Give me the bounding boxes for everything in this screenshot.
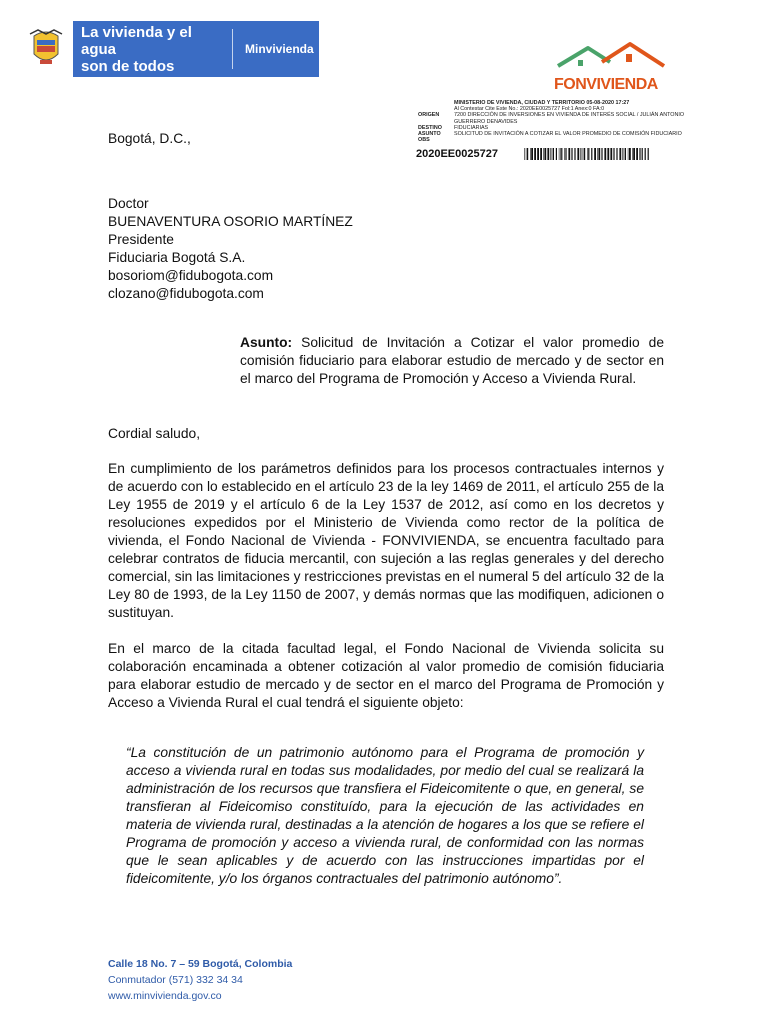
greeting: Cordial saludo, [108,426,201,441]
ministry-label: Minvivienda [245,42,314,56]
stamp-key: DESTINO [418,124,442,131]
government-banner [19,21,319,77]
banner-slogan-line1: La vivienda y el agua [81,23,192,58]
addressee-email: clozano@fidubogota.com [108,286,264,301]
city-date: Bogotá, D.C., [108,131,191,146]
colombia-coat-of-arms-icon [19,21,73,77]
footer-website-link[interactable]: www.minvivienda.gov.co [108,990,222,1002]
footer-phone: Conmutador (571) 332 34 34 [108,974,243,986]
addressee-email: bosoriom@fidubogota.com [108,268,274,283]
subject-label: Asunto: [240,335,293,350]
fonvivienda-logo-text: FONVIVIENDA [554,76,658,93]
banner-slogan-line2: son de todos [81,57,175,75]
quoted-object: “La constitución de un patrimonio autónomo para el Programa de promoción y acceso a vivienda rural en todas sus modalidades, por medio del cual se realizará la administración de los recursos que transfiera el Fideicomitente o que, en general, se transfieran al Fideicomiso constituído, para la ejecución de las actividades en materia de vivienda rural, destinadas a la atención de hogares a los que se refiere el Programa de promoción y acceso a vivienda rural, de conformidad con las normas que le sean aplicables y de acuerdo con las instrucciones impartidas por el fideicomitente, y/o los órganos contractuales del patrimonio autónomo”. [126,745,644,886]
stamp-value: FIDUCIARIAS [454,124,489,131]
paragraph-2: En el marco de la citada facultad legal, el Fondo Nacional de Vivienda solicita su colaboración encaminada a obtener cotización al valor promedio de comisión fiduciaria para elaborar estudio de mercado y de sector en el marco del Programa de Promoción y Acceso a Vivienda Rural el cual tendrá el siguiente objeto: [108,641,664,710]
addressee-company: Fiduciaria Bogotá S.A. [108,250,246,265]
banner-slogan [73,24,226,75]
addressee-position: Presidente [108,232,174,247]
stamp-value [454,137,688,143]
stamp-title: MINISTERIO DE VIVIENDA, CIUDAD Y TERRITORIO 05-08-2020 17:27 [454,100,630,106]
stamp-row [418,137,688,143]
subject-block [240,334,664,388]
stamp-key: ASUNTO [418,131,441,138]
stamp-key: ORIGEN [418,112,440,119]
stamp-reference: Al Contestar Cite Este No.: 2020EE0025727 Fol:1 Anex:0 FA:0 [454,106,605,113]
addressee-title: Doctor [108,196,149,211]
addressee-block [108,195,353,303]
radicado-stamp [418,100,688,143]
paragraph-1: En cumplimiento de los parámetros definidos para los procesos contractuales internos y de acuerdo con lo establecido en el artículo 23 de la ley 1469 de 2011, el artículo 255 de la Ley 1955 de 2019 y el artículo 6 de la Ley 1537 de 2012, así como en los decretos y resoluciones expedidos por el Ministerio de Vivienda como rector de la política de vivienda, el Fondo Nacional de Vivienda - FONVIVIENDA, se encuentra facultado para celebrar contratos de fiducia mercantil, con sujeción a las reglas generales y del derecho comercial, sin las limitaciones y restricciones previstas en el numeral 5 del artículo 32 de la Ley 80 de 1993, de la Ley 1150 de 2007, y demás normas que las modifiquen, adicionen o sustituyan. [108,461,664,620]
footer-address: Calle 18 No. 7 – 59 Bogotá, Colombia [108,958,293,970]
fonvivienda-logo [548,40,676,100]
radicado-number: 2020EE0025727 [416,148,498,160]
footer [108,956,292,1004]
stamp-value: SOLICITUD DE INVITACIÓN A COTIZAR EL VALOR PROMEDIO DE COMISIÓN FIDUCIARIO [454,131,682,138]
barcode-icon [524,148,652,160]
banner-divider [232,29,233,69]
addressee-name: BUENAVENTURA OSORIO MARTÍNEZ [108,214,353,229]
subject-text: Solicitud de Invitación a Cotizar el valor promedio de comisión fiduciario para elaborar estudio de mercado y de sector en el marco del Programa de Promoción y Acceso a Vivienda Rural. [240,335,664,386]
stamp-row [418,112,688,124]
stamp-key: OBS [418,137,430,144]
house-roof-icon [548,40,676,80]
stamp-value: 7200 DIRECCIÓN DE INVERSIONES EN VIVIENDA DE INTERÉS SOCIAL / JULIÁN ANTONIO GUERRERO DENAVIDES [454,112,685,125]
